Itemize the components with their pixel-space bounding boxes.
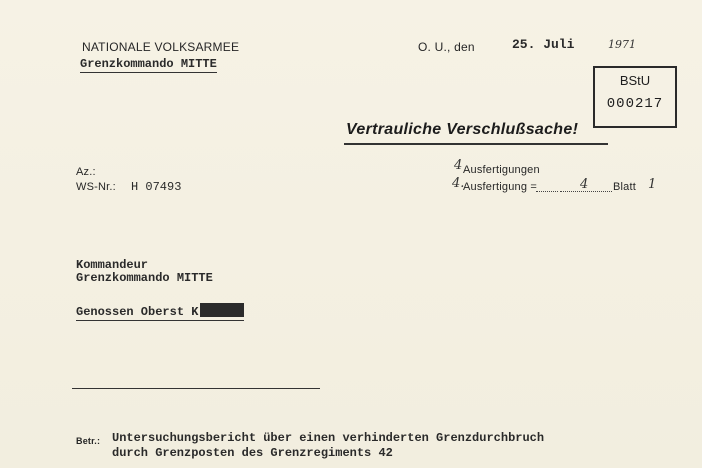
salutation: [76, 303, 244, 321]
subject-line-2: durch Grenzposten des Grenzregiments 42: [112, 446, 393, 460]
subject-label: Betr.:: [76, 436, 101, 446]
az-label: Az.:: [76, 166, 96, 178]
classification-underline: [344, 143, 608, 145]
org-name: NATIONALE VOLKSARMEE: [82, 40, 240, 54]
recipient-line-2: Grenzkommando MITTE: [76, 271, 213, 285]
redaction-block: [200, 303, 244, 317]
ws-label: WS-Nr.:: [76, 181, 116, 193]
copies-count-label: Ausfertigungen: [463, 164, 540, 176]
classification-heading: Vertrauliche Verschlußsache!: [346, 121, 579, 138]
dotted-leader-1: [536, 191, 558, 192]
place-label: O. U., den: [418, 40, 475, 54]
stamp-number: 000217: [606, 96, 664, 112]
salutation-text: Genossen Oberst K: [76, 305, 199, 319]
ws-number: H 07493: [131, 180, 182, 194]
stamp-label: BStU: [619, 73, 651, 88]
pages-count: 4: [580, 177, 589, 192]
copy-label: Ausfertigung =: [463, 181, 538, 193]
unit-name: Grenzkommando MITTE: [80, 57, 217, 71]
separator-line: [72, 388, 320, 389]
copy-number: 4.: [452, 176, 465, 191]
copies-count: 4: [454, 158, 463, 173]
archive-stamp: [593, 66, 677, 128]
year-value: 1971: [608, 38, 636, 51]
dotted-leader-2: [560, 191, 612, 192]
date-value: 25. Juli: [512, 37, 575, 52]
recipient-line-1: Kommandeur: [76, 258, 149, 272]
sheet-number: 1: [648, 177, 657, 192]
pages-label: Blatt: [613, 181, 637, 193]
subject-line-1: Untersuchungsbericht über einen verhinderten Grenzdurchbruch: [112, 431, 545, 445]
